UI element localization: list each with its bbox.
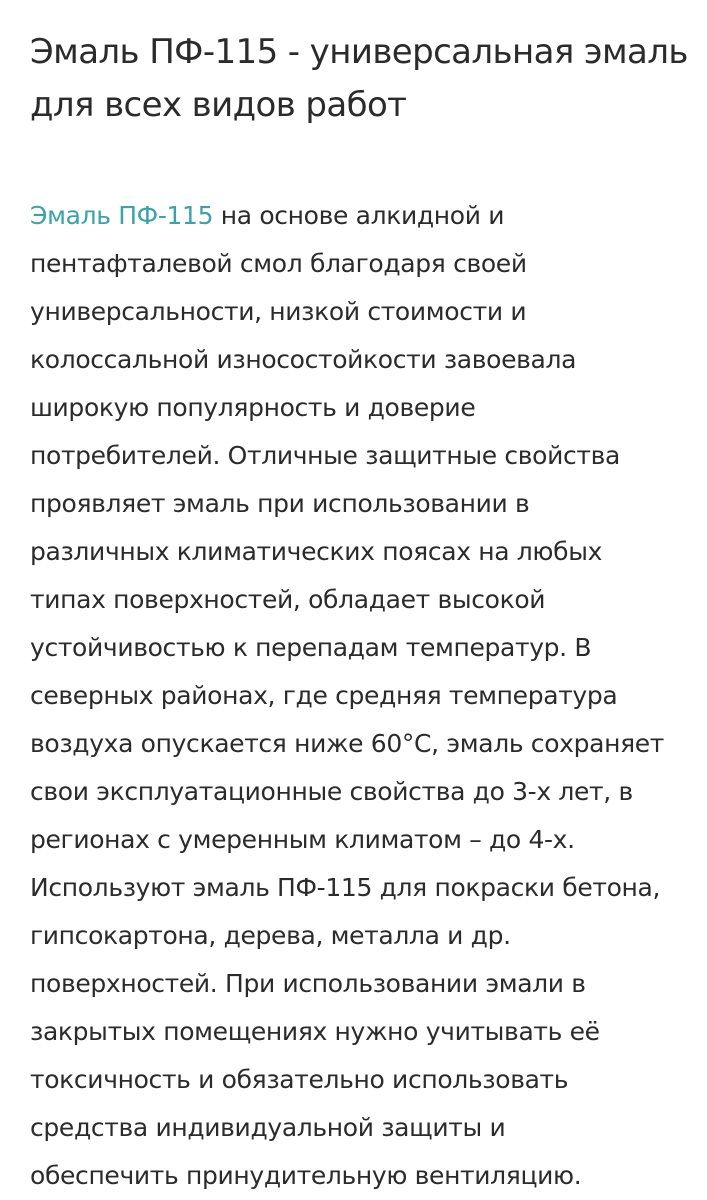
article-title-line: Эмаль ПФ-115 - универсальная эмаль bbox=[30, 32, 688, 72]
article bbox=[30, 26, 692, 1200]
article-body-line: проявляет эмаль при использовании в bbox=[30, 489, 530, 518]
article-title bbox=[30, 26, 692, 132]
article-body-line: регионах с умеренным климатом – до 4-х. bbox=[30, 825, 575, 854]
article-body-line: средства индивидуальной защиты и bbox=[30, 1113, 506, 1142]
article-body-line: токсичность и обязательно использовать bbox=[30, 1065, 569, 1094]
article-body-line: устойчивостью к перепадам температур. В bbox=[30, 633, 592, 662]
article-body-line: типах поверхностей, обладает высокой bbox=[30, 585, 546, 614]
article-body-line: Используют эмаль ПФ-115 для покраски бетона, bbox=[30, 873, 661, 902]
article-body-line: обеспечить принудительную вентиляцию. bbox=[30, 1161, 582, 1190]
article-body-line bbox=[30, 192, 692, 240]
article-body-line: пентафталевой смол благодаря своей bbox=[30, 249, 527, 278]
article-body-line: гипсокартона, дерева, металла и др. bbox=[30, 921, 511, 950]
article-body bbox=[30, 192, 692, 1200]
article-body-line: закрытых помещениях нужно учитывать её bbox=[30, 1017, 600, 1046]
article-body-line: универсальности, низкой стоимости и bbox=[30, 297, 527, 326]
article-body-line: северных районах, где средняя температура bbox=[30, 681, 618, 710]
article-body-line: широкую популярность и доверие bbox=[30, 393, 476, 422]
article-title-line: для всех видов работ bbox=[30, 85, 407, 125]
article-body-line: воздуха опускается ниже 60°С, эмаль сохраняет bbox=[30, 729, 665, 758]
article-body-line-text: на основе алкидной и bbox=[213, 201, 505, 230]
article-body-line: поверхностей. При использовании эмали в bbox=[30, 969, 586, 998]
product-link[interactable]: Эмаль ПФ-115 bbox=[30, 201, 214, 230]
article-body-line: колоссальной износостойкости завоевала bbox=[30, 345, 577, 374]
article-body-line: свои эксплуатационные свойства до 3-х лет, в bbox=[30, 777, 633, 806]
article-body-line: потребителей. Отличные защитные свойства bbox=[30, 441, 620, 470]
article-body-line: различных климатических поясах на любых bbox=[30, 537, 603, 566]
